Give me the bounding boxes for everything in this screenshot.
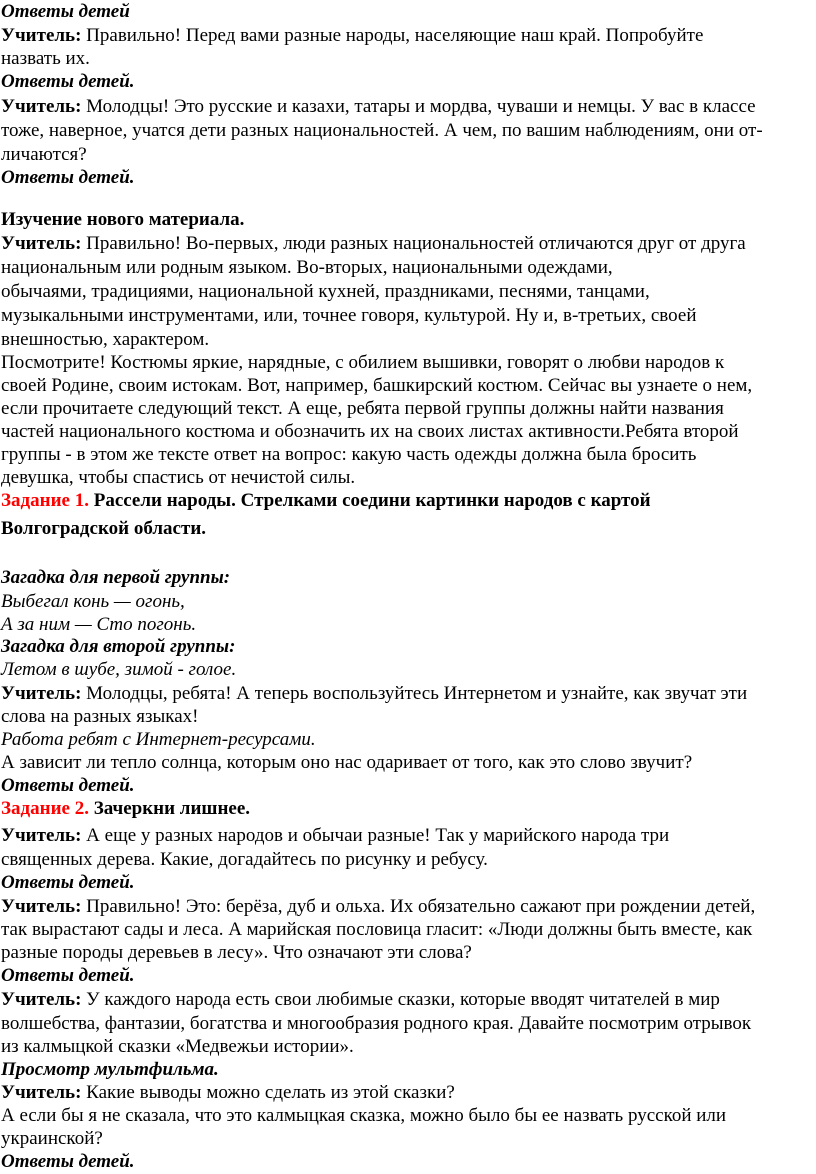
text-line xyxy=(1,918,752,941)
text-line xyxy=(1,1150,135,1173)
task-2-text: Зачеркни лишнее. xyxy=(88,798,251,819)
text-line xyxy=(1,988,720,1011)
text-line xyxy=(1,466,355,489)
text-run: Правильно! Это: берёза, дуб и ольха. Их обязательно сажают при рождении детей, xyxy=(81,896,756,917)
text-line xyxy=(1,0,130,23)
text-run: священных дерева. Какие, догадайтесь по рисунку и ребусу. xyxy=(1,849,488,870)
text-line xyxy=(1,47,90,70)
text-line xyxy=(1,70,135,93)
riddle-line: Летом в шубе, зимой - голое. xyxy=(1,659,237,680)
text-line xyxy=(1,328,209,351)
text-line xyxy=(1,420,739,443)
riddle-heading: Загадка для первой группы: xyxy=(1,567,231,588)
text-run: Работа ребят с Интернет-ресурсами. xyxy=(1,729,316,750)
text-run: девушка, чтобы спастись от нечистой силы. xyxy=(1,467,356,488)
children-answers-label: Ответы детей. xyxy=(1,1151,135,1172)
text-run: А еще у разных народов и обычаи разные! Так у марийского народа три xyxy=(81,825,670,846)
children-answers-label: Ответы детей. xyxy=(1,167,135,188)
text-line xyxy=(1,166,135,189)
text-run: музыкальными инструментами, или, точнее говоря, культурой. Ну и, в-третьих, своей xyxy=(1,305,697,326)
children-answers-label: Ответы детей. xyxy=(1,775,135,796)
text-run: Какие выводы можно сделать из этой сказки? xyxy=(81,1082,455,1103)
teacher-label: Учитель: xyxy=(1,25,82,46)
text-line xyxy=(1,751,692,774)
text-run: слова на разных языках! xyxy=(1,706,199,727)
text-line xyxy=(1,566,230,589)
text-run: так вырастают сады и леса. А марийская пословица гласит: «Люди должны быть вместе, как xyxy=(1,919,753,940)
text-line xyxy=(1,682,747,705)
teacher-label: Учитель: xyxy=(1,683,82,704)
riddle-heading: Загадка для второй группы: xyxy=(1,636,236,657)
text-run: украинской? xyxy=(1,1128,103,1149)
text-line xyxy=(1,232,746,255)
text-line xyxy=(1,374,752,397)
text-run: группы - в этом же тексте ответ на вопрос: какую часть одежды должна была бросить xyxy=(1,444,697,465)
text-run: частей национального костюма и обозначить их на своих листах активности.Ребята второй xyxy=(1,421,739,442)
text-line xyxy=(1,489,651,512)
children-answers-label: Ответы детей. xyxy=(1,71,135,92)
section-heading: Изучение нового материала. xyxy=(1,209,245,230)
text-run: Молодцы! Это русские и казахи, татары и мордва, чуваши и немцы. У вас в классе xyxy=(81,96,756,117)
text-line xyxy=(1,964,135,987)
teacher-label: Учитель: xyxy=(1,825,82,846)
text-line xyxy=(1,797,250,820)
text-line xyxy=(1,728,316,751)
text-line xyxy=(1,143,87,166)
teacher-label: Учитель: xyxy=(1,1082,82,1103)
text-line xyxy=(1,658,236,681)
text-line xyxy=(1,635,235,658)
teacher-label: Учитель: xyxy=(1,233,82,254)
text-line xyxy=(1,24,703,47)
text-line xyxy=(1,1058,219,1081)
text-run: тоже, наверное, учатся дети разных национальностей. А чем, по вашим наблюдениям, они от- xyxy=(1,120,763,141)
text-line xyxy=(1,590,185,613)
task-1-text: Рассели народы. Стрелками соедини картинки народов с картой xyxy=(88,490,651,511)
text-line xyxy=(1,208,244,231)
video-viewing-label: Просмотр мультфильма. xyxy=(1,1059,219,1080)
text-run: Посмотрите! Костюмы яркие, нарядные, с обилием вышивки, говорят о любви народов к xyxy=(1,352,725,373)
text-run: У каждого народа есть свои любимые сказки, которые вводят читателей в мир xyxy=(81,989,720,1010)
text-run: личаются? xyxy=(1,144,87,165)
text-line xyxy=(1,95,756,118)
text-run: если прочитаете следующий текст. А еще, ребята первой группы должны найти названия xyxy=(1,398,724,419)
children-answers-label: Ответы детей. xyxy=(1,965,135,986)
teacher-label: Учитель: xyxy=(1,896,82,917)
text-line xyxy=(1,1081,455,1104)
task-2-label: Задание 2. xyxy=(1,798,89,819)
text-line xyxy=(1,1012,751,1035)
text-run: разные породы деревьев в лесу». Что означают эти слова? xyxy=(1,942,472,963)
text-line xyxy=(1,1127,103,1150)
riddle-line: Выбегал конь — огонь, xyxy=(1,591,185,612)
teacher-label: Учитель: xyxy=(1,989,82,1010)
task-1-label: Задание 1. xyxy=(1,490,89,511)
text-run: Правильно! Во-первых, люди разных национальностей отличаются друг от друга xyxy=(81,233,746,254)
text-run: обычаями, традициями, национальной кухней, праздниками, песнями, танцами, xyxy=(1,281,650,302)
text-line xyxy=(1,517,206,540)
text-line xyxy=(1,613,196,636)
text-run: Молодцы, ребята! А теперь воспользуйтесь Интернетом и узнайте, как звучат эти xyxy=(81,683,748,704)
text-line xyxy=(1,304,697,327)
text-line xyxy=(1,256,613,279)
text-line xyxy=(1,1104,726,1127)
text-run: своей Родине, своим истокам. Вот, например, башкирский костюм. Сейчас вы узнаете о нем, xyxy=(1,375,753,396)
riddle-line: А за ним — Сто погонь. xyxy=(1,614,197,635)
text-line xyxy=(1,824,669,847)
text-line xyxy=(1,941,472,964)
text-line xyxy=(1,119,763,142)
text-line xyxy=(1,871,135,894)
task-1-text: Волгоградской области. xyxy=(1,518,207,539)
text-line xyxy=(1,1035,354,1058)
text-line xyxy=(1,397,724,420)
children-answers-label: Ответы детей xyxy=(1,1,130,22)
text-line xyxy=(1,705,199,728)
text-run: А зависит ли тепло солнца, которым оно нас одаривает от того, как это слово звучит? xyxy=(1,752,693,773)
text-run: Правильно! Перед вами разные народы, населяющие наш край. Попробуйте xyxy=(81,25,704,46)
text-run: национальным или родным языком. Во-вторых, национальными одеждами, xyxy=(1,257,613,278)
text-run: назвать их. xyxy=(1,48,90,69)
text-line xyxy=(1,280,650,303)
text-run: внешностью, характером. xyxy=(1,329,210,350)
text-line xyxy=(1,848,488,871)
text-run: волшебства, фантазии, богатства и многообразия родного края. Давайте посмотрим отрывок xyxy=(1,1013,752,1034)
text-line xyxy=(1,895,755,918)
teacher-label: Учитель: xyxy=(1,96,82,117)
children-answers-label: Ответы детей. xyxy=(1,872,135,893)
text-run: А если бы я не сказала, что это калмыцкая сказка, можно было бы ее назвать русской или xyxy=(1,1105,727,1126)
text-line xyxy=(1,443,696,466)
text-line xyxy=(1,774,135,797)
text-run: из калмыцкой сказки «Медвежьи истории». xyxy=(1,1036,354,1057)
text-line xyxy=(1,351,724,374)
